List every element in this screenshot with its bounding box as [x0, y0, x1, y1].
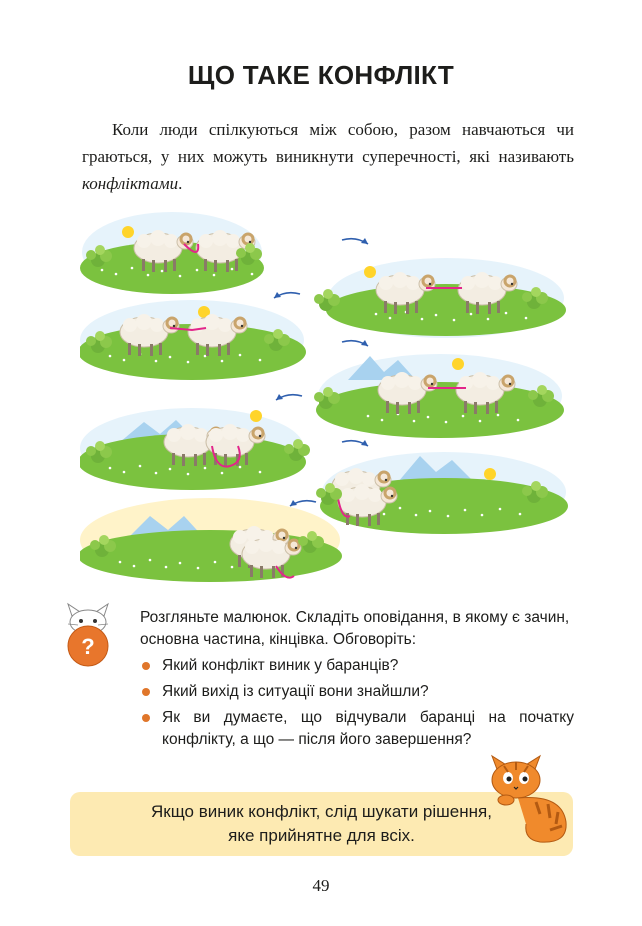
- bullet-icon: [142, 662, 150, 670]
- arrow-icon: [274, 292, 300, 298]
- panel-2: [314, 258, 566, 338]
- panel-7: [80, 498, 342, 582]
- cat-icon: [478, 752, 578, 852]
- arrow-icon: [342, 238, 368, 244]
- arrow-icon: [342, 340, 368, 346]
- question-text: Як ви думаєте, що відчували баранці на початку конфлікту, а що — після його завершення?: [162, 709, 574, 748]
- intro-end: .: [178, 174, 183, 193]
- svg-text:?: ?: [81, 634, 95, 659]
- intro-emphasis: конфліктами: [82, 174, 179, 193]
- page-title: ЩО ТАКЕ КОНФЛІКТ: [187, 60, 455, 90]
- question-text: Який вихід із ситуації вони знайшли?: [162, 683, 429, 700]
- panel-3: [80, 300, 306, 380]
- list-item: [140, 707, 574, 751]
- question-text: Який конфлікт виник у баранців?: [162, 657, 399, 674]
- panel-1: [80, 212, 264, 294]
- task-instruction: Розгляньте малюнок. Складіть оповідання, в якому є зачин, основна частина, кінцівка. Обговоріть:: [140, 609, 570, 648]
- rule-line-2: яке прийнятне для всіх.: [228, 826, 415, 845]
- list-item: [140, 655, 574, 677]
- list-item: [140, 681, 574, 703]
- bullet-icon: [142, 714, 150, 722]
- bullet-icon: [142, 688, 150, 696]
- question-cat-icon: [62, 602, 114, 670]
- intro-paragraph: [82, 116, 574, 197]
- task-block: [140, 607, 574, 755]
- panel-5: [80, 408, 310, 490]
- arrow-icon: [342, 440, 368, 446]
- arrow-icon: [276, 394, 302, 400]
- panel-6: [316, 452, 568, 534]
- question-list: [140, 655, 574, 751]
- panel-4: [314, 354, 564, 438]
- sheep-illustration: [80, 210, 570, 590]
- arrow-icon: [290, 500, 316, 506]
- page-number: 49: [312, 876, 330, 895]
- rule-line-1: Якщо виник конфлікт, слід шукати рішення,: [151, 802, 492, 821]
- intro-text: Коли люди спілкуються між собою, разом навчаються чи граються, у них можуть виникнути суперечності, які називають: [82, 120, 574, 166]
